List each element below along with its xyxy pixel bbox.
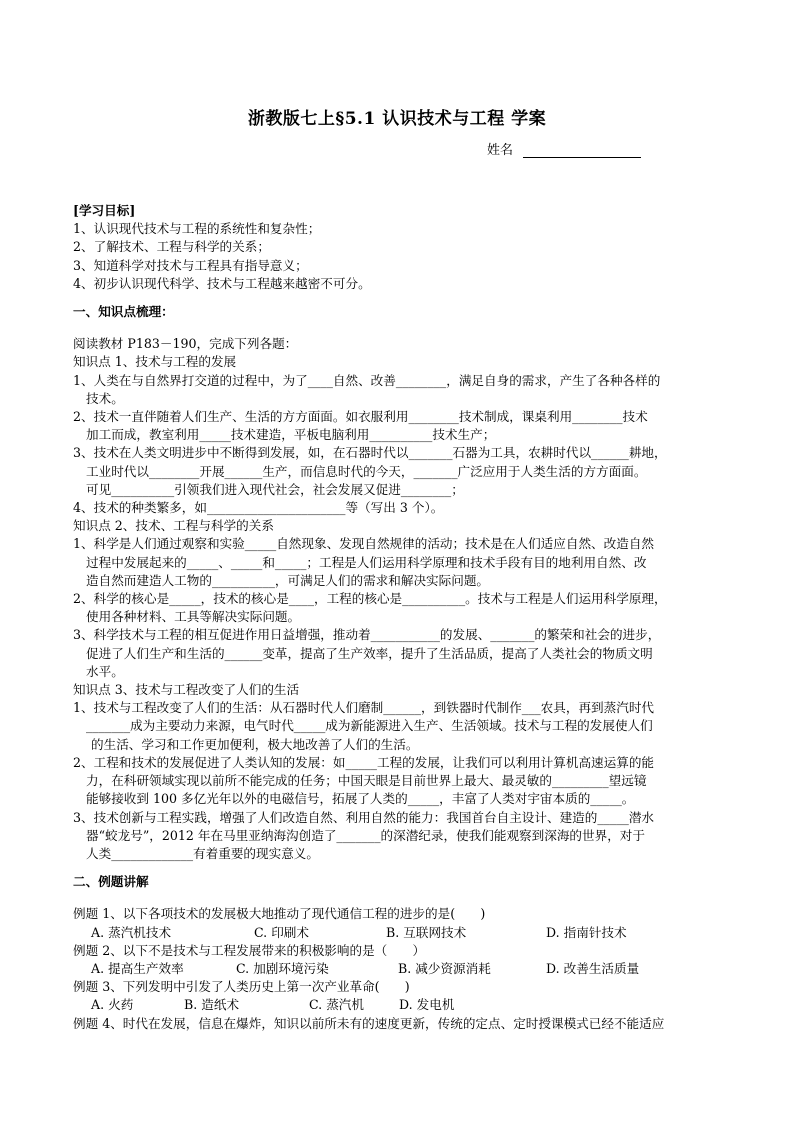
kp1-line: 2、技术一直伴随着人们生产、生活的方方面面。如衣服利用________技术制成，课桌利用________技术 — [73, 409, 648, 425]
kp2-title: 知识点 2、技术、工程与科学的关系 — [73, 518, 274, 534]
kp2-line: 促进了人们生产和生活的______变革，提高了生产效率，提升了生活品质，提高了人类社会的物质文明 — [86, 645, 653, 661]
objective-item: 2、了解技术、工程与科学的关系； — [73, 239, 270, 255]
page-title: 浙教版七上§5.1 认识技术与工程 学案 — [247, 109, 547, 129]
example-question: 例题 3、下列发明中引发了人类历史上第一次产业革命( ) — [73, 979, 410, 995]
kp2-line: 1、科学是人们通过观察和实验_____自然现象、发现自然规律的活动；技术是在人们适应自然、改造自然 — [73, 536, 655, 552]
kp3-line: 人类_____________有着重要的现实意义。 — [86, 845, 319, 861]
kp1-line: 工业时代以________开展______生产，而信息时代的今天，_______广泛应用于人类生活的方方面面。 — [86, 463, 647, 479]
section1-heading: 一、知识点梳理： — [73, 304, 174, 320]
kp1-line: 4、技术的种类繁多，如______________________等（写出 3 个）。 — [73, 500, 444, 516]
kp3-line: 3、技术创新与工程实践，增强了人们改造自然、利用自然的能力：我国首台自主设计、建造的_____潜水 — [73, 809, 655, 825]
kp1-line: 可见__________引领我们进入现代社会，社会发展又促进________； — [86, 481, 464, 497]
example-question: 例题 4、时代在发展，信息在爆炸，知识以前所未有的速度更新，传统的定点、定时授课模式已经不能适应 — [73, 1015, 665, 1031]
example-options — [73, 996, 733, 1014]
option-b[interactable]: B. 造纸术 — [184, 997, 240, 1013]
kp3-line: 能够接收到 100 多亿光年以外的电磁信号，拓展了人类的_____，丰富了人类对宇宙本质的_____。 — [86, 791, 635, 807]
name-label: 姓名 — [487, 143, 514, 158]
kp1-line: 加工而成，教室利用_____技术建造，平板电脑利用__________技术生产； — [86, 427, 496, 443]
option-d[interactable]: D. 发电机 — [399, 997, 455, 1013]
option-b[interactable]: B. 互联网技术 — [386, 924, 467, 940]
kp2-line: 使用各种材料、工具等解决实际问题。 — [86, 609, 301, 625]
kp2-line: 3、科学技术与工程的相互促进作用日益增强，推动着___________的发展、_______的繁荣和社会的进步， — [73, 627, 661, 643]
kp3-line: _______成为主要动力来源，电气时代_____成为新能源进入生产、生活领域。技术与工程的发展使人们 — [86, 718, 653, 734]
option-c[interactable]: C. 加剧环境污染 — [236, 960, 329, 976]
kp1-line: 1、人类在与自然界打交道的过程中，为了____自然、改善________，满足自身的需求，产生了各种各样的 — [73, 372, 661, 388]
kp3-line: 的生活、学习和工作更加便利，极大地改善了人们的生活。 — [91, 736, 419, 752]
example-question: 例题 1、以下各项技术的发展极大地推动了现代通信工程的进步的是( ) — [73, 906, 486, 922]
worksheet-content — [73, 202, 733, 1033]
kp1-line: 3、技术在人类文明进步中不断得到发展，如，在石器时代以_______石器为工具，农耕时代以______耕地， — [73, 445, 667, 461]
option-c[interactable]: C. 蒸汽机 — [309, 997, 364, 1013]
section1-intro: 阅读教材 P183－190，完成下列各题： — [73, 336, 298, 352]
option-b[interactable]: B. 减少资源消耗 — [398, 960, 491, 976]
option-d[interactable]: D. 改善生活质量 — [546, 960, 640, 976]
option-a[interactable]: A. 火药 — [91, 997, 134, 1013]
kp2-line: 过程中发展起来的_____、_____和_____；工程是人们运用科学原理和技术手段有目的地利用自然、改 — [86, 554, 647, 570]
kp3-line: 1、技术与工程改变了人们的生活：从石器时代人们磨制______，到铁器时代制作___农具，再到蒸汽时代 — [73, 700, 655, 716]
example-options — [73, 960, 733, 978]
name-field — [487, 139, 641, 158]
option-d[interactable]: D. 指南针技术 — [546, 924, 627, 940]
objective-item: 3、知道科学对技术与工程具有指导意义； — [73, 257, 308, 273]
example-options — [73, 924, 733, 942]
kp1-title: 知识点 1、技术与工程的发展 — [73, 354, 237, 370]
objectives-heading: [学习目标] — [73, 203, 136, 218]
name-blank-line[interactable] — [523, 144, 641, 158]
example-question: 例题 2、以下不是技术与工程发展带来的积极影响的是（ ） — [73, 942, 426, 958]
kp3-title: 知识点 3、技术与工程改变了人们的生活 — [73, 682, 300, 698]
objective-item: 4、初步认识现代科学、技术与工程越来越密不可分。 — [73, 275, 371, 291]
option-a[interactable]: A. 提高生产效率 — [91, 960, 184, 976]
kp2-line: 水平。 — [86, 663, 124, 679]
section2-heading: 二、例题讲解 — [73, 874, 149, 890]
objective-item: 1、认识现代技术与工程的系统性和复杂性； — [73, 221, 321, 237]
kp1-line: 技术。 — [86, 390, 124, 406]
option-c[interactable]: C. 印刷术 — [254, 924, 309, 940]
kp2-line: 造自然而建造人工物的__________，可满足人们的需求和解决实际问题。 — [86, 572, 489, 588]
option-a[interactable]: A. 蒸汽机技术 — [91, 924, 172, 940]
kp3-line: 2、工程和技术的发展促进了人类认知的发展：如_____工程的发展，让我们可以利用计算机高速运算的能 — [73, 754, 655, 770]
kp3-line: 器“蛟龙号”，2012 年在马里亚纳海沟创造了_______的深潜纪录，使我们能观察到深海的世界，对于 — [86, 827, 645, 843]
kp2-line: 2、科学的核心是_____，技术的核心是____，工程的核心是__________。技术与工程是人们运用科学原理， — [73, 591, 667, 607]
kp3-line: 力，在科研领域实现以前所不能完成的任务；中国天眼是目前世界上最大、最灵敏的_________望远镜 — [86, 773, 647, 789]
